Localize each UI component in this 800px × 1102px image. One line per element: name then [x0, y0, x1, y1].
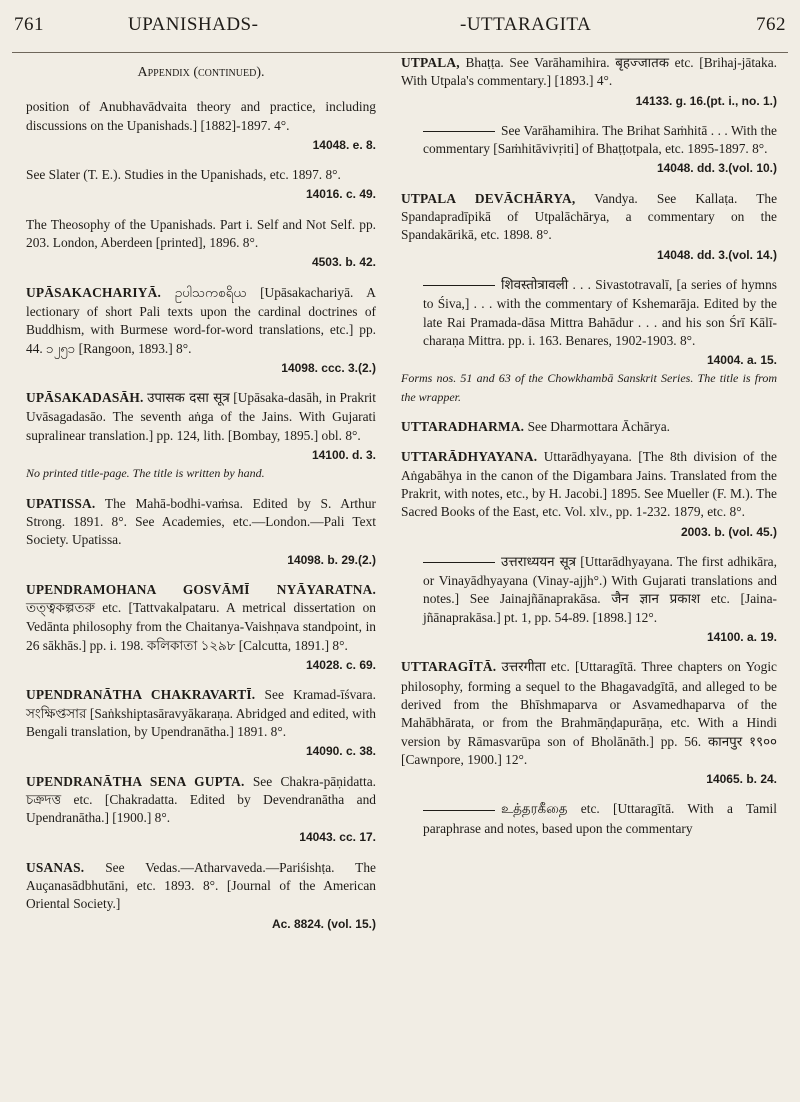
- shelfmark: 14098. b. 29.(2.): [287, 552, 376, 567]
- entry-heading: UPENDRAMOHANA GOSVĀMĪ NYĀYARATNA.: [26, 581, 376, 597]
- entry-heading: UTTARADHARMA.: [401, 419, 525, 435]
- entry-heading: UPENDRANĀTHA CHAKRAVARTĪ.: [26, 687, 256, 703]
- entry-heading: UTPALA DEVĀCHĀRYA,: [401, 190, 576, 206]
- entry-text: [401, 800, 777, 838]
- native-script-title: उत्तरगीता: [501, 660, 546, 676]
- entry-text: [26, 773, 376, 828]
- entry-description: See Vedas.—Atharvaveda.—Pariśishṭa. The Auçanasādbhutāni, etc. 1893. 8°. [Journal of the American Oriental Society.]: [26, 859, 376, 912]
- entry-text: [401, 190, 777, 245]
- entry-text: [401, 276, 777, 350]
- entry-description: See Dharmottara Āchārya.: [527, 419, 670, 435]
- entry-heading: UPĀSAKADASĀH.: [26, 390, 144, 406]
- appendix-heading: Appendix (continued).: [137, 65, 265, 80]
- shelfmark: Ac. 8824. (vol. 15.): [271, 916, 376, 931]
- shelfmark: 14048. dd. 3.(vol. 14.): [656, 247, 777, 262]
- entry-description: etc. [Uttaragītā. Three chapters on Yogic philosophy, forming a sequel to the Bhagavadgītā, and alleged to be derived from the Bhīshmaparva or Asvamedhaparva of the Mahābhārata, or from the Brahmāṇḍapurāṇa, etc. With a Hindi version by Rāmasvarūpa son of Bholānāth.] pp. 56. कानपुर १९०० [Cawnpore, 1900.] 12°.: [401, 659, 777, 767]
- entry-description: [Upāsakachariyā. A lectionary of short Pali texts upon the cardinal doctrines of Buddhism, with Burmese word-for-word translations, etc.] pp. 44. ၁၂၅၁ [Rangoon, 1893.] 8°.: [26, 284, 376, 356]
- shelfmark: 14090. c. 38.: [305, 744, 376, 759]
- entry-description: etc. [Uttaragītā. With a Tamil paraphrase and notes, based upon the commentary: [423, 801, 777, 836]
- running-title-left: UPANISHADS-: [128, 14, 259, 35]
- entry-description: [Uttarādhyayana. The first adhikāra, or Vinayādhyayana (Vinay-ajjh°.) With Gujarati translations and notes.] See Jainajñānaprakāsa. जैन ज्ञान प्रकाश etc. [Jaina-jñānaprakāsa.] pt. 1, pp. 54-89. [1898.] 12°.: [423, 553, 777, 625]
- native-script-title: उपासक दसा सूत्र: [147, 391, 230, 407]
- entry-description: Vandya. See Kallaṭa. The Spandapradīpikā of Utpalāchārya, a commentary on the Spandakārikā, etc. 1898. 8°.: [401, 190, 778, 243]
- page-number-right: 762: [756, 14, 786, 35]
- entry-description: See Kramad-īśvara. সংক্ষিপ্তসার [Saṅkshiptasāravyākaraṇa. Abridged and edited, with Bengali translation, by Upendranātha.] 1891. 8°.: [26, 687, 376, 739]
- ditto-dash: [423, 285, 495, 286]
- entry-description: . . . Sivastotravalī, [a series of hymns to Śiva,] . . . with the commentary of Kshemarāja. Edited by the late Rai Pramada-dāsa Mittra Bahādur . . . and his son Śrī Kālī-charaṇa Mittra. pp. i. 163. Benares, 1902-1903. 8°.: [423, 276, 778, 348]
- entry-heading: UPENDRANĀTHA SENA GUPTA.: [26, 773, 245, 789]
- entry-heading: UTTARĀDHYAYANA.: [401, 449, 538, 465]
- running-title-right: -UTTARAGITA: [460, 14, 592, 35]
- catalogue-entry: [26, 581, 376, 674]
- catalogue-entry: [26, 773, 376, 847]
- shelfmark: 14133. g. 16.(pt. i., no. 1.): [635, 93, 777, 108]
- entry-text: [26, 859, 376, 914]
- entry-description: [Upāsaka-dasāh, in Prakrit Uvāsagadasāo. The seventh aṅga of the Jains. With Gujarati supralinear translation.] pp. 124, lith. [Bombay, 1895.] obl. 8°.: [26, 390, 376, 443]
- shelfmark: 14043. cc. 17.: [299, 830, 376, 845]
- ditto-dash: [423, 562, 495, 563]
- native-script-title: உத்தரகீதை: [501, 802, 568, 818]
- entry-text: [26, 581, 376, 655]
- catalogue-entry: [401, 122, 777, 178]
- entry-text: [26, 389, 376, 445]
- entry-description: Uttarādhyayana. [The 8th division of the Aṅgabāhya in the canon of the Digambara Jains. Translated from the Prakrit, with notes, etc., by H. Jacobi.] 1895. See Mueller (F. M.). The Sacred Books of the East, etc. Vol. xlv., pp. 1-232. 1879, etc. 8°.: [401, 449, 777, 520]
- entry-text: [401, 54, 777, 91]
- catalogue-entry: [401, 190, 777, 264]
- page-header: [0, 10, 800, 40]
- shelfmark: 2003. b. (vol. 45.): [680, 524, 777, 539]
- shelfmark: 4503. b. 42.: [311, 255, 376, 270]
- catalogue-entry: [26, 495, 376, 569]
- shelfmark: 14016. c. 49.: [305, 187, 376, 202]
- entry-note: No printed title-page. The title is written by hand.: [26, 466, 265, 481]
- entry-description: Bhaṭṭa. See Varāhamihira. बृहज्जातक etc. [Brihaj-jātaka. With Utpala's commentary.] [1893.] 4°.: [401, 55, 777, 89]
- ditto-dash: [423, 810, 495, 811]
- catalogue-entry: [401, 553, 777, 646]
- catalogue-entry: [401, 448, 777, 540]
- entry-text: [401, 658, 777, 769]
- entry-heading: UTTARAGĪTĀ.: [401, 659, 497, 675]
- catalogue-entry: [26, 284, 376, 377]
- ditto-dash: [423, 131, 495, 132]
- entry-text: [26, 216, 376, 253]
- entry-description: See Chakra-pāṇidatta. চক্রদত্ত etc. [Chakradatta. Edited by Devendranātha and Upendranātha.] [1900.] 8°.: [26, 773, 376, 826]
- native-script-title: তত্ত্বকল্পতরু: [26, 601, 95, 617]
- right-column: [401, 54, 777, 850]
- native-script-title: ဥပါသကစရိယ: [174, 285, 247, 301]
- native-script-title: शिवस्तोत्रावली: [501, 277, 569, 293]
- catalogue-entry: [26, 859, 376, 933]
- catalogue-entry: [26, 389, 376, 482]
- entry-heading: USANAS.: [26, 859, 85, 875]
- shelfmark: 14100. d. 3.: [311, 448, 376, 463]
- entry-text: [26, 284, 376, 358]
- entry-description: See Varāhamihira. The Brihat Saṁhitā . . . With the commentary [Saṁhitāvivṛiti] of Bhaṭṭotpala, etc. 1895-1897. 8°.: [423, 122, 777, 157]
- entry-text: [401, 553, 777, 627]
- header-rule: [12, 52, 788, 53]
- shelfmark: 14004. a. 15.: [706, 353, 777, 368]
- entry-heading: UPĀSAKACHARIYĀ.: [26, 284, 162, 300]
- catalogue-entry: [401, 658, 777, 788]
- entry-description: position of Anubhavādvaita theory and practice, including discussions on the Upanishads.] [1882]-1897. 4°.: [26, 99, 376, 133]
- catalogue-entry: [401, 800, 777, 838]
- catalogue-entry: [26, 166, 376, 204]
- entry-note: Forms nos. 51 and 63 of the Chowkhambā Sanskrit Series. The title is from the wrapper.: [401, 371, 777, 404]
- catalogue-entry: [401, 54, 777, 110]
- entry-text: [26, 166, 376, 184]
- entry-text: [26, 495, 376, 550]
- catalogue-entry: [26, 686, 376, 760]
- shelfmark: 14065. b. 24.: [706, 772, 777, 787]
- shelfmark: 14048. dd. 3.(vol. 10.): [656, 161, 777, 176]
- entry-text: [401, 448, 777, 521]
- catalogue-entry: [26, 216, 376, 272]
- catalogue-entry: [26, 98, 376, 154]
- entry-description: etc. [Tattvakalpataru. A metrical dissertation on Vedānta philosophy from the Chaitanya-Vaishṇava standpoint, in 26 sākhās.] pp. i. 198. কলিকাতা ১২৯৮ [Calcutta, 1891.] 8°.: [26, 600, 376, 653]
- shelfmark: 14100. a. 19.: [706, 630, 777, 645]
- catalogue-entry: [401, 418, 777, 436]
- entry-text: [26, 98, 376, 135]
- shelfmark: 14098. ccc. 3.(2.): [281, 360, 376, 375]
- page-number-left: 761: [14, 14, 44, 35]
- entry-description: The Mahā-bodhi-vaṁsa. Edited by S. Arthur Strong. 1891. 8°. See Academies, etc.—London.—Pali Text Society. Upatissa.: [26, 495, 377, 548]
- entry-text: [401, 418, 777, 436]
- left-column: [26, 54, 376, 945]
- entry-heading: UTPALA,: [401, 55, 460, 70]
- entry-description: The Theosophy of the Upanishads. Part i. Self and Not Self. pp. 203. London, Aberdeen [printed], 1896. 8°.: [26, 216, 376, 251]
- entry-text: [26, 686, 376, 741]
- shelfmark: 14048. e. 8.: [312, 137, 376, 152]
- entry-description: See Slater (T. E.). Studies in the Upanishads, etc. 1897. 8°.: [26, 167, 341, 183]
- shelfmark: 14028. c. 69.: [305, 658, 376, 673]
- native-script-title: उत्तराध्ययन सूत्र: [501, 554, 577, 570]
- entry-text: [401, 122, 777, 159]
- catalogue-entry: [401, 276, 777, 406]
- entry-heading: UPATISSA.: [26, 495, 96, 511]
